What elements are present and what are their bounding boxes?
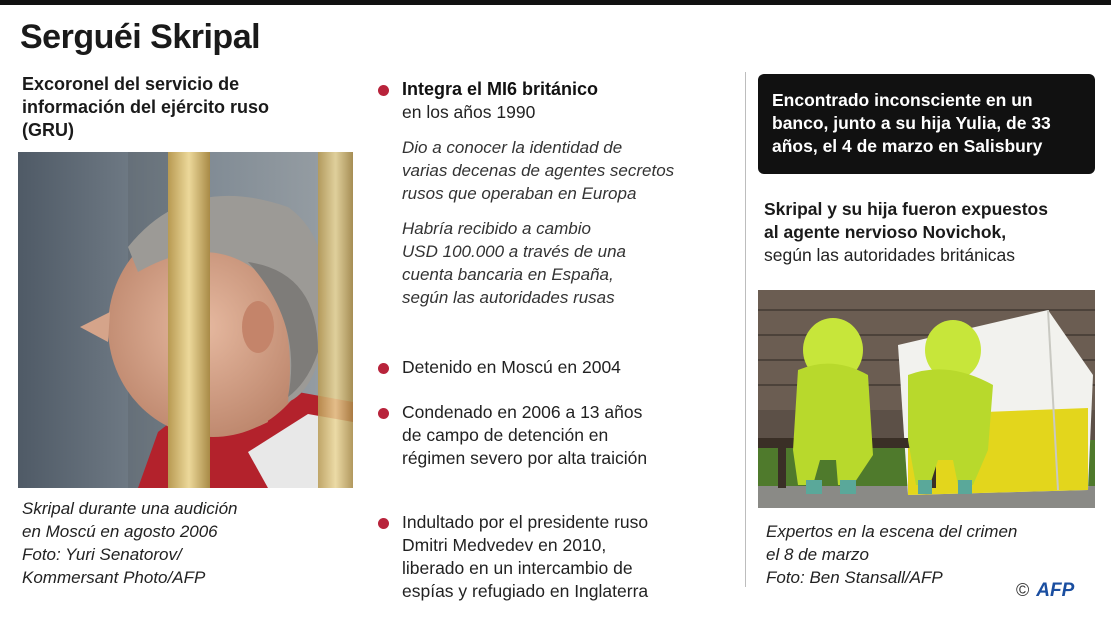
note-line: cuenta bancaria en España, — [402, 265, 614, 284]
fact-line: régimen severo por alta traición — [402, 448, 648, 468]
note-line: rusos que operaban en Europa — [402, 184, 637, 203]
fact-sentenced — [378, 401, 738, 470]
caption-line: Skripal durante una audición — [22, 499, 238, 518]
bullet-dot-icon — [378, 518, 389, 529]
note-line: según las autoridades rusas — [402, 288, 615, 307]
column-divider — [745, 72, 746, 587]
skripal-photo — [18, 152, 353, 488]
skripal-photo-illustration — [18, 152, 353, 488]
fact-note — [402, 136, 738, 205]
note-line: Dio a conocer la identidad de — [402, 138, 623, 157]
note-line: Habría recibido a cambio — [402, 219, 591, 238]
page-subtitle: Excoronel del servicio de información del ejército ruso (GRU) — [22, 74, 270, 140]
page-title: Serguéi Skripal — [20, 18, 261, 56]
caption-line: el 8 de marzo — [766, 545, 869, 564]
fact-line: Indultado por el presidente ruso — [402, 512, 649, 532]
box-line: Encontrado inconsciente en un — [772, 90, 1033, 110]
statement-line: al agente nervioso Novichok, — [764, 222, 1007, 242]
fact-line: en los años 1990 — [402, 102, 536, 122]
crime-scene-photo — [758, 290, 1095, 508]
caption-line: Foto: Ben Stansall/AFP — [766, 568, 943, 587]
caption-line: en Moscú en agosto 2006 — [22, 522, 218, 541]
fact-line: de campo de detención en — [402, 425, 609, 445]
novichok-statement — [764, 198, 1099, 244]
crime-scene-caption — [766, 520, 1096, 589]
fact-heading: Integra el MI6 británico — [402, 79, 599, 99]
note-line: varias decenas de agentes secretos — [402, 161, 675, 180]
afp-logo: AFP — [1036, 580, 1075, 601]
bullet-dot-icon — [378, 85, 389, 96]
fact-line: Condenado en 2006 a 13 años — [402, 402, 643, 422]
top-rule — [0, 0, 1111, 5]
copyright-symbol: © — [1016, 580, 1030, 600]
fact-mi6 — [378, 78, 738, 309]
skripal-photo-caption — [22, 497, 352, 589]
fact-note — [402, 217, 738, 309]
caption-line: Foto: Yuri Senatorov/ — [22, 545, 182, 564]
fact-line: liberado en un intercambio de — [402, 558, 633, 578]
bullet-dot-icon — [378, 408, 389, 419]
crime-scene-illustration — [758, 290, 1095, 508]
box-line: banco, junto a su hija Yulia, de 33 — [772, 113, 1051, 133]
found-unconscious-box — [758, 74, 1095, 174]
box-line: años, el 4 de marzo en Salisbury — [772, 136, 1043, 156]
fact-line: espías y refugiado en Inglaterra — [402, 581, 649, 601]
novichok-source: según las autoridades británicas — [764, 245, 1015, 265]
caption-line: Kommersant Photo/AFP — [22, 568, 206, 587]
note-line: USD 100.000 a través de una — [402, 242, 626, 261]
bullet-dot-icon — [378, 363, 389, 374]
caption-line: Expertos en la escena del crimen — [766, 522, 1018, 541]
fact-detained — [378, 356, 738, 379]
fact-pardoned — [378, 511, 738, 603]
statement-line: Skripal y su hija fueron expuestos — [764, 199, 1048, 219]
afp-credit — [1016, 580, 1074, 602]
fact-line: Detenido en Moscú en 2004 — [402, 357, 621, 377]
fact-line: Dmitri Medvedev en 2010, — [402, 535, 607, 555]
